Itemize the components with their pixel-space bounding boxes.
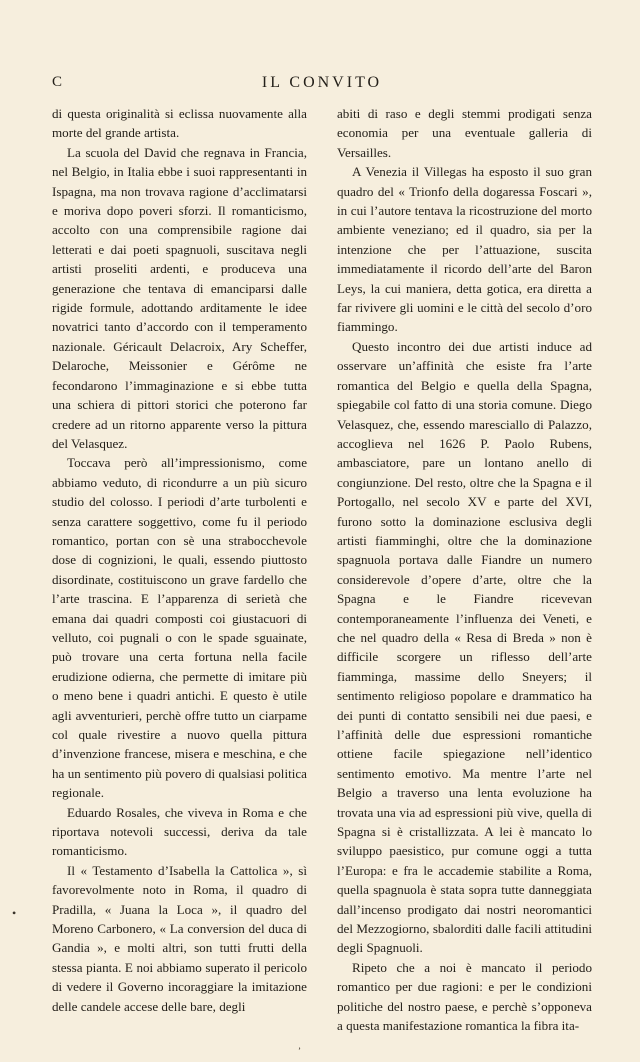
page-header: [52, 74, 592, 98]
ink-speck: ʼ: [298, 1046, 301, 1056]
paragraph: La scuola del David che regnava in Francia, nel Belgio, in Italia ebbe i suoi rappresentanti in Ispagna, ma non trovava ragione d’acclimatarsi e moriva dopo poveri sforzi. Il romanticismo, accolto con una comprensibile ragione dai letterati e dai poeti spagnuoli, suscitava negli artisti proseliti ardenti, e produceva una generazione che tentava di emanciparsi dalle rigide formule, adottando arditamente le idee novatrici tanto d’accordo con il temperamento nazionale. Géricault Delacroix, Ary Scheffer, Delaroche, Meissonier e Gérôme ne fecondarono l’immaginazione e si ebbe tutta una schiera di pittori storici che poterono far credere ad un ritorno apparente verso la pittura del Velasquez.: [52, 144, 307, 451]
paragraph: di questa originalità si eclissa nuovamente alla morte del grande artista.: [52, 106, 307, 141]
running-title: IL CONVITO: [261, 74, 383, 91]
paragraph: Toccava però all’impressionismo, come abbiamo veduto, di ricondurre a un più sicuro studio del colosso. I periodi d’arte turbolenti e senza carattere soggettivo, come fu il periodo romantico, portan con sè una strabocchevole dose di cognizioni, le quali, essendo piuttosto disordinate, costituiscono un grave fardello che l’arte trascina. E l’apparenza di serietà che emana dai quadri composti coi giustacuori di velluto, coi pugnali o con le spade sguainate, può trovare una certa fortuna nella facile erudizione odierna, che permette di imitare più o meno bene i quadri antichi. E questo è utile agli avventurieri, perchè offre tutto un ciarpame col quale rivestire a nuovo quella pittura d’invenzione francese, misera e meschina, e che ha un sentimento più povero di qualsiasi politica regionale.: [52, 455, 307, 801]
paragraph: Eduardo Rosales, che viveva in Roma e che riportava notevoli successi, deriva da tale romanticismo.: [52, 804, 307, 859]
paragraph: Questo incontro dei due artisti induce ad osservare un’affinità che esiste fra l’arte romantica del Belgio e quella della Spagna, spiegabile col fatto di una storia comune. Diego Velasquez, che, essendo maresciallo di Palazzo, accoglieva nel 1626 P. Paolo Rubens, ambasciatore, pare un lontano anello di congiunzione. Del resto, oltre che la Spagna e il Portogallo, nel secolo XV e parte del XVI, furono sotto la dominazione esclusiva degli artisti fiamminghi, oltre che la dominazione spagnuola portava dalle Fiandre un numero considerevole d’opere d’arte, oltre che la Spagna e le Fiandre ricevevan contemporaneamente l’influenza dei Veneti, e che nel quadro della « Resa di Breda » non è difficile scorgere un riflesso dell’arte fiamminga, massime dello Sneyers; il sentimento religioso popolare e drammatico ha dei punti di contatto sensibili nei due paesi, e l’affinità delle due espressioni romantiche ottiene facile spiegazione nell’identico sentimento emotivo. Ma mentre l’arte nel Belgio a traverso una lenta evoluzione ha trovata una via ad espressioni più vive, quella di Spagna si è cristallizzata. A lei è mancato lo sviluppo paesistico, pur comune oggi a tutta l’Europa: e fra le accademie stabilite a Roma, quella spagnuola è stata sopra tutte danneggiata dall’incenso prodigato dai nostri neoromantici del Mezzogiorno, sbalorditi dalle facili attitudini degli Spagnuoli.: [337, 338, 592, 956]
paragraph: A Venezia il Villegas ha esposto il suo gran quadro del « Trionfo della dogaressa Foscari », in cui l’autore tentava la ricostruzione del morto ambiente veneziano; ed il quadro, sia per la intenzione che per l’attuazione, suscita immediatamente il ricordo dell’arte del Baron Leys, la cui maniera, detta gotica, era diretta a far rivivere gli uomini e le città del secolo d’oro fiammingo.: [337, 164, 592, 335]
page-number: C: [52, 74, 64, 90]
left-column: [52, 104, 307, 1016]
paragraph: Il « Testamento d’Isabella la Cattolica », sì favorevolmente noto in Roma, il quadro di Pradilla, « Juana la Loca », il quadro del Moreno Carbonero, « La conversion del duca di Gandia », e molti altri, son tutti frutti della stessa pianta. E noi abbiamo superato il pericolo di vedere il Governo incoraggiare la imitazione delle candele accese delle bare, degli: [52, 862, 307, 1014]
ink-speck: •: [12, 906, 17, 920]
paragraph: Ripeto che a noi è mancato il periodo romantico per due ragioni: e per le condizioni politiche del nostro paese, e perchè s’opponeva a questa manifestazione romantica la fibra ita-: [337, 959, 592, 1034]
paragraph: abiti di raso e degli stemmi prodigati senza economia per una eventuale galleria di Versailles.: [337, 106, 592, 160]
right-column: [337, 104, 592, 1036]
